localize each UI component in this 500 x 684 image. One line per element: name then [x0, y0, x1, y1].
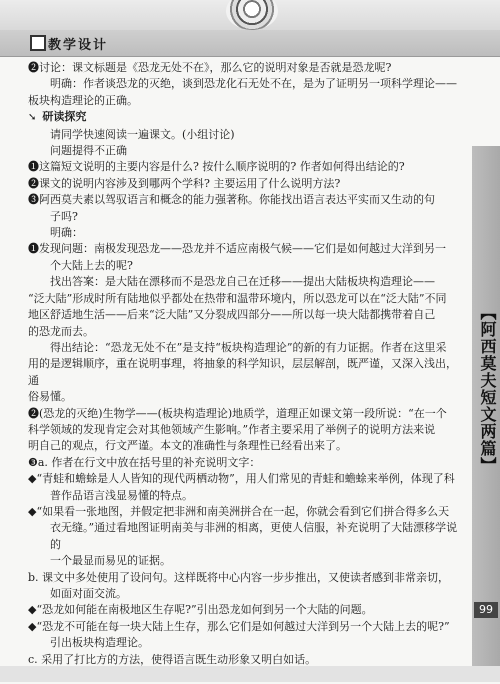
emblem-icon — [226, 0, 278, 30]
text-line: c. 采用了打比方的方法，使得语言既生动形象又明白如话。 — [28, 652, 317, 666]
book-title: 【阿西莫夫短文两篇】 — [478, 304, 497, 474]
text-line: 如面对面交流。 — [50, 587, 127, 600]
header-bar — [0, 30, 500, 57]
text-line: ❷讨论：课文标题是《恐龙无处不在》，那么它的说明对象是否就是恐龙呢? — [28, 61, 392, 74]
top-band — [0, 0, 500, 30]
question-item: ❷课文的说明内容涉及到哪两个学科? 主要运用了什么说明方法? — [28, 176, 341, 190]
text-line: 科学领域的发现肯定会对其他领域产生影响。”作者主要采用了举例子的说明方法来说 — [28, 422, 436, 436]
section-heading: ➘ 研读探究 — [28, 110, 87, 124]
text-line: 问题提得不正确 — [50, 144, 127, 158]
text-line: 板块构造理论的正确。 — [28, 93, 138, 107]
answer-label: 明确： — [50, 226, 83, 240]
text-line: 引出板块构造理论。 — [50, 636, 149, 650]
text-line: 子吗? — [50, 209, 78, 223]
answer-item: ❷(恐龙的灭绝)生物学——(板块构造理论)地质学，道理正如课文第一段所说：“在一个 — [28, 406, 447, 420]
section-title: 教学设计 — [48, 38, 109, 53]
question-item: ❶这篇短文说明的主要内容是什么? 按什么顺序说明的? 作者如何得出结论的? — [28, 160, 405, 174]
text-line: 衣无缝。”通过看地图证明南美与非洲的相离，更使人信服，补充说明了大陆漂移学说的 — [50, 521, 458, 551]
bullet-item: ◆“如果看一张地图，并假定把非洲和南美洲拼合在一起，你就会看到它们拼合得多么天 — [28, 504, 450, 518]
text-line: 找出答案：是大陆在漂移而不是恐龙自己在迁移——提出大陆板块构造理论—— — [50, 275, 435, 289]
text-line: 明自己的观点，行文严谨。本文的准确性与条理性已经看出来了。 — [28, 439, 347, 453]
text-line: 俗易懂。 — [28, 390, 72, 404]
question-item: ❸阿西莫夫素以驾驭语言和概念的能力强著称。你能找出语言表达平实而又生动的句 — [28, 193, 435, 207]
answer-item: ❸a. 作者在行文中放在括号里的补充说明文字： — [28, 455, 261, 469]
text-line: 普作品语言浅显易懂的特点。 — [50, 488, 193, 502]
text-line: “泛大陆”形成时所有陆地似乎都处在热带和温带环境内，所以恐龙可以在“泛大陆”不同 — [28, 291, 447, 305]
text-line: 得出结论：“恐龙无处不在”是支持“板块构造理论”的新的有力证据。作者在这里采 — [50, 340, 447, 354]
text-line: 的恐龙而去。 — [28, 324, 94, 338]
text-line: b. 课文中多处使用了设问句。这样既将中心内容一步步推出，又使读者感到非常亲切， — [28, 570, 450, 584]
text-line: 一个最显而易见的证据。 — [50, 554, 171, 568]
checkbox-icon — [30, 35, 46, 51]
bullet-item: ◆“恐龙如何能在南极地区生存呢?”引出恐龙如何到另一个大陆的问题。 — [28, 603, 373, 617]
text-line: 个大陆上去的呢? — [50, 258, 133, 272]
bottom-band — [0, 666, 500, 682]
answer-item: ❶发现问题：南极发现恐龙——恐龙并不适应南极气候——它们是如何越过大洋到另一 — [28, 242, 446, 256]
bullet-item: ◆“恐龙不可能在每一块大陆上生存，那么它们是如何越过大洋到另一个大陆上去的呢?” — [28, 619, 450, 633]
text-line: 用的是逻辑顺序，重在说明事理，将抽象的科学知识，层层解剖，既严谨，又深入浅出，通 — [28, 357, 457, 387]
arrow-icon: ➘ — [28, 112, 37, 124]
page-number: 99 — [474, 602, 498, 618]
bullet-item: ◆“青蛙和蟾蜍是人人皆知的现代两栖动物”，用人们常见的青蛙和蟾蜍来举例，体现了科 — [28, 472, 455, 486]
text-line: 明确：作者谈恐龙的灭绝，谈到恐龙化石无处不在，是为了证明另一项科学理论—— — [50, 77, 457, 91]
text-line: 请同学快速阅读一遍课文。(小组讨论) — [50, 127, 235, 141]
text-line: 地区舒适地生活——后来“泛大陆”又分裂成四部分——所以每一块大陆都携带着自己 — [28, 308, 436, 322]
main-content — [28, 60, 463, 684]
